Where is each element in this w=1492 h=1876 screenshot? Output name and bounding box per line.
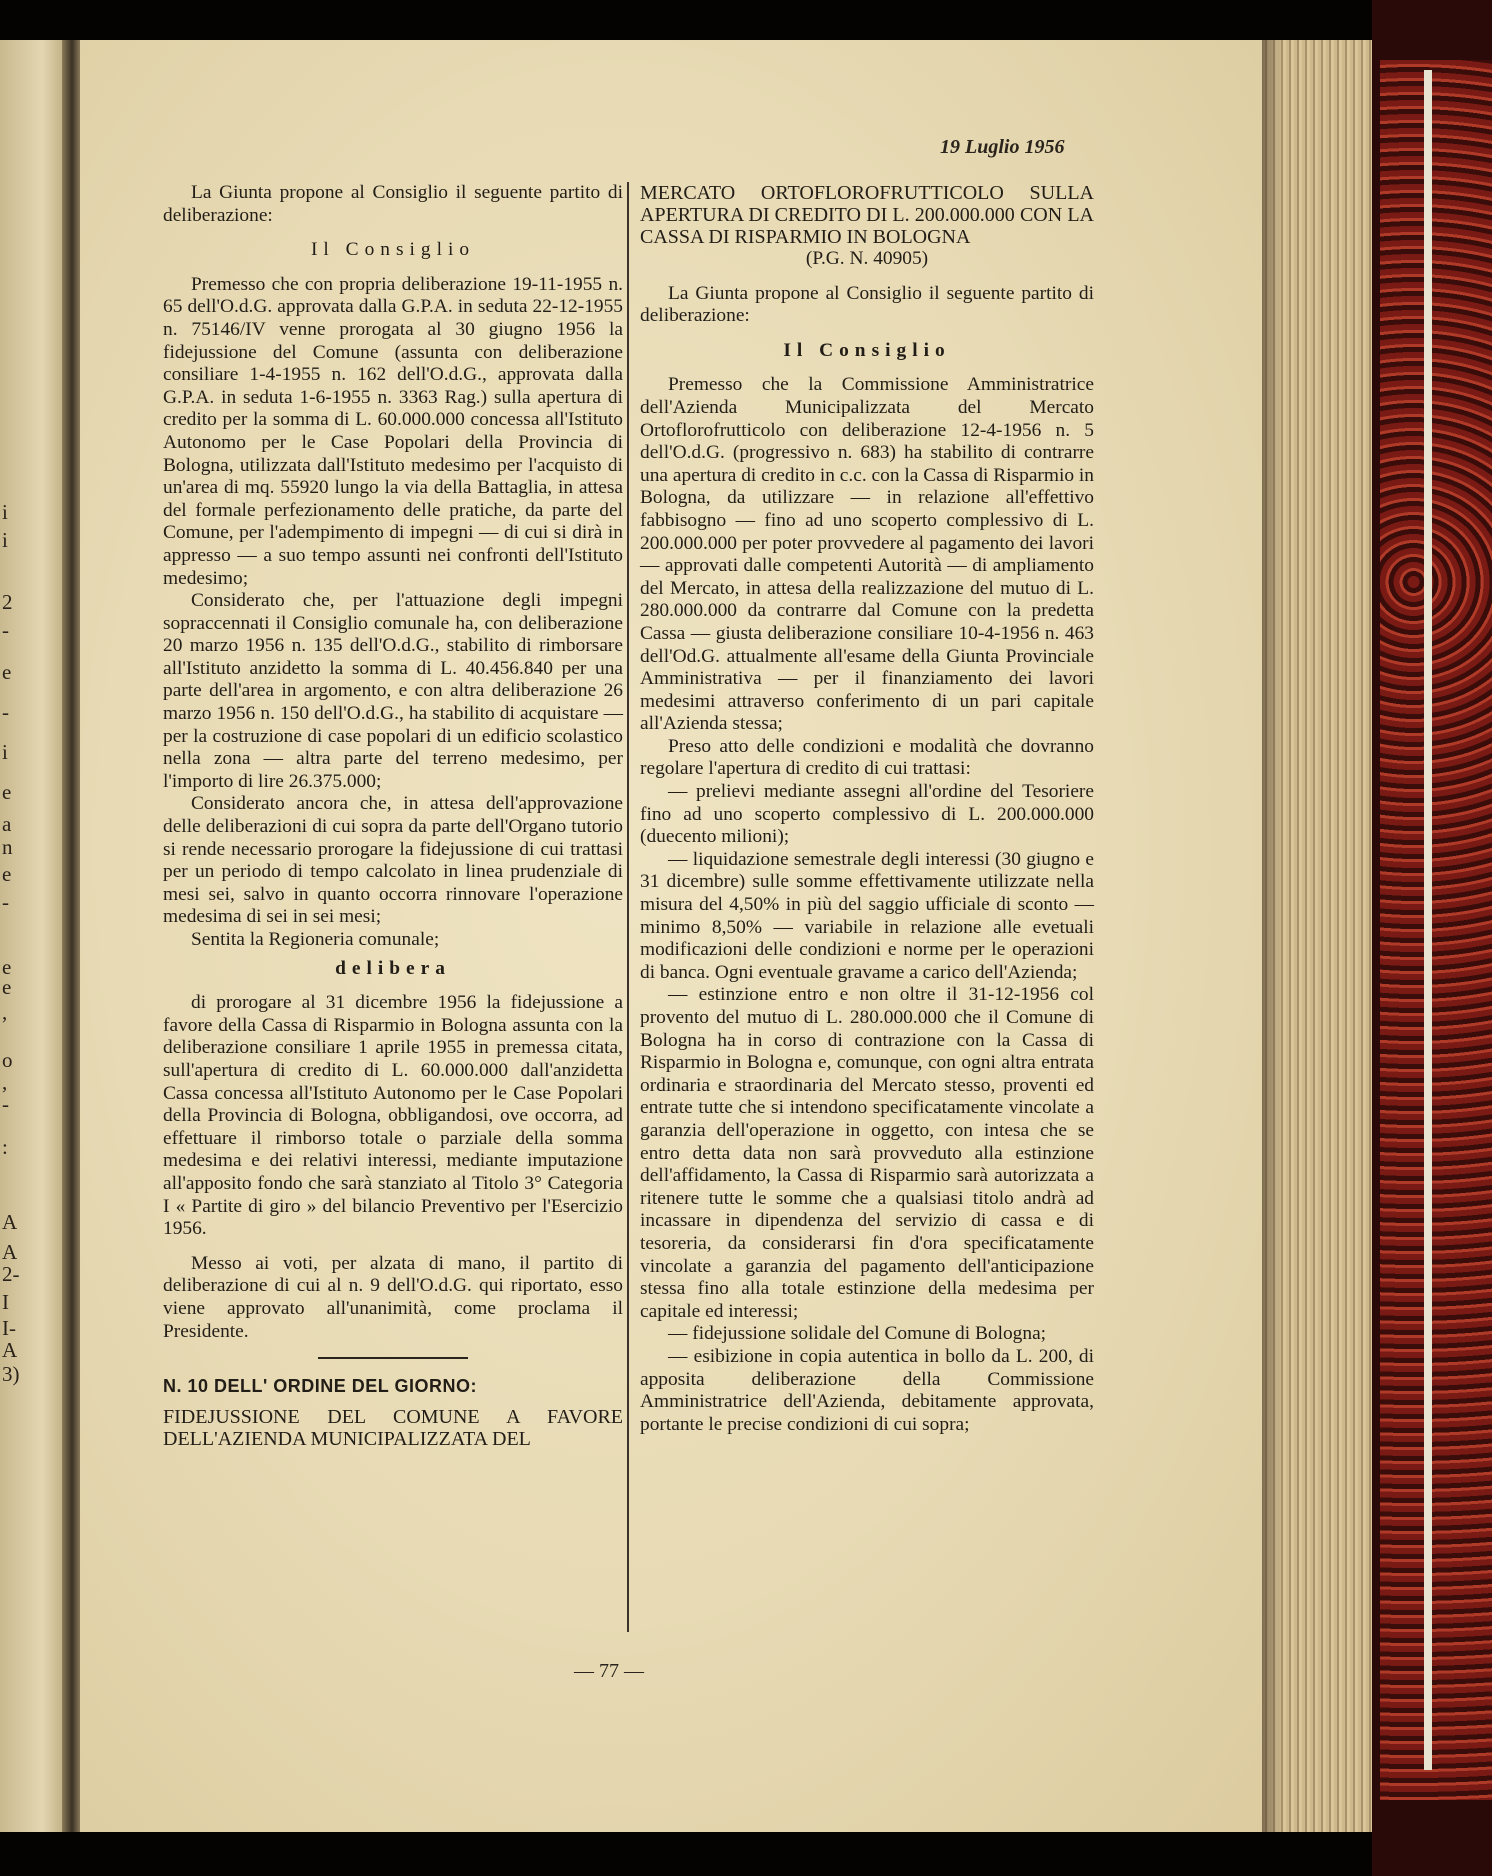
left-column xyxy=(163,182,623,1450)
edge-letter: i xyxy=(2,528,8,552)
consiglio-heading: Il Consiglio xyxy=(783,339,951,361)
paragraph: Preso atto delle condizioni e modalità che dovranno regolare l'apertura di credito di cui trattasi: xyxy=(640,735,1094,780)
edge-letter: 2- xyxy=(2,1262,20,1286)
proposal-text: La Giunta propone al Consiglio il seguente partito di deliberazione: xyxy=(163,182,623,226)
agenda-item-heading: N. 10 DELL' ORDINE DEL GIORNO: xyxy=(163,1376,477,1397)
list-item: — esibizione in copia autentica in bollo da L. 200, di apposita deliberazione della Commissione Amministratrice dell'Azienda, debitamente approvata, portante le precise condizioni di cui sopra; xyxy=(640,1345,1094,1435)
edge-letter: i xyxy=(2,500,8,524)
page-edge-shadow xyxy=(1262,40,1282,1832)
paragraph: Premesso che la Commissione Amministratrice dell'Azienda Municipalizzata del Mercato Ortoflorofrutticolo con deliberazione 12-4-1956 n. 5 dell'O.d.G. (progressivo n. 683) ha stabilito di contrarre una apertura di credito in c.c. con la Cassa di Risparmio in Bologna, da utilizzare — in relazione all'effettivo fabbisogno — fino ad uno scoperto complessivo di L. 200.000.000 per poter provvedere al pagamento dei lavori — approvati dalle competenti Autorità — di ampliamento del Mercato, in attesa della realizzazione del mutuo di L. 280.000.000 da contrarre dal Comune con la predetta Cassa — giusta deliberazione consiliare 10-4-1956 n. 463 dell'Od.G. attualmente all'esame della Giunta Provinciale Amministrativa — per il finanziamento dei lavori medesimi attraverso conferimento di un pari capitale all'Azienda stessa; xyxy=(640,374,1094,735)
list-item: — estinzione entro e non oltre il 31-12-1956 col provento del mutuo di L. 280.000.000 che il Comune di Bologna ha in corso di contrazione con la Cassa di Risparmio in Bologna e, comunque, con ogni altra entrata ordinaria e straordinaria del Mercato stesso, proventi ed entrate tutte che si intendono specificatamente vincolate a garanzia dell'operazione in oggetto, con intesa che se entro detta data non sarà provveduto alla estinzione dell'affidamento, la Cassa di Risparmio sarà autorizzata a ritenere tutte le somme che a qualsiasi titolo andrà ad incassare in dipendenza del servizio di cassa e di tesoreria, da considerarsi fin d'ora specificatamente vincolate a garanzia del pagamento dell'anticipazione stessa fino alla totale estinzione della medesima per capitale ed interessi; xyxy=(640,984,1094,1322)
edge-letter: - xyxy=(2,890,9,914)
edge-letter: I xyxy=(2,1290,9,1314)
proposal-text: La Giunta propone al Consiglio il seguente partito di deliberazione: xyxy=(640,282,1094,327)
edge-letter: o xyxy=(2,1048,13,1072)
edge-letter: e xyxy=(2,975,12,999)
page-header-date: 19 Luglio 1956 xyxy=(940,136,1065,158)
book-gutter xyxy=(62,40,82,1832)
edge-letter: e xyxy=(2,955,12,979)
paragraph: Sentita la Regioneria comunale; xyxy=(191,929,440,950)
edge-letter: A xyxy=(2,1240,18,1264)
edge-letter: - xyxy=(2,618,9,642)
edge-letter: 3) xyxy=(2,1362,20,1386)
list-item: — liquidazione semestrale degli interessi (30 giugno e 31 dicembre) sulle somme effettivamente utilizzate nella misura del 4,50% in più del saggio ufficiale di sconto — minimo 8,50% — variabile in relazione alle evetuali modificazioni delle condizioni e norme per le operazioni di banca. Ogni eventuale gravame a carico dell'Azienda; xyxy=(640,848,1094,983)
list-item: — fidejussione solidale del Comune di Bologna; xyxy=(668,1323,1047,1345)
paragraph: Considerato ancora che, in attesa dell'approvazione delle deliberazioni di cui sopra da parte dell'Organo tutorio si rende necessario prorogare la fidejussione di cui trattasi per un periodo di tempo calcolato in linea prudenziale di mesi sei, salvo in quanto occorra rinnovare l'operazione medesima di sei in sei mesi; xyxy=(163,793,623,928)
edge-letter: 2 xyxy=(2,590,13,614)
edge-letter: e xyxy=(2,862,12,886)
paragraph: Premesso che con propria deliberazione 19-11-1955 n. 65 dell'O.d.G. approvata dalla G.P.A. in seduta 22-12-1955 n. 75146/IV venne prorogata al 30 giugno 1956 la fidejussione del Comune (assunta con deliberazione consiliare 1-4-1955 n. 162 dell'O.d.G., approvata dalla G.P.A. in seduta 1-6-1955 n. 3363 Rag.) sulla apertura di credito per la somma di L. 60.000.000 concessa all'Istituto Autonomo per le Case Popolari della Provincia di Bologna, utilizzata dall'Istituto medesimo per l'acquisto di un'area di mq. 55920 lungo la via della Battaglia, in attesa del formale perfezionamento delle pratiche, da parte del Comune, per l'adempimento di impegni — di cui si dirà in appresso — a suo tempo assunti nei confronti dell'Istituto medesimo; xyxy=(163,273,623,589)
paragraph: Messo ai voti, per alzata di mano, il partito di deliberazione di cui al n. 9 dell'O.d.G. qui riportato, esso viene approvato all'unanimità, come proclama il Presidente. xyxy=(163,1252,623,1342)
column-divider xyxy=(627,182,629,1632)
edge-letter: e xyxy=(2,780,12,804)
edge-letter: e xyxy=(2,660,12,684)
edge-letter: n xyxy=(2,835,13,859)
paragraph: di prorogare al 31 dicembre 1956 la fidejussione a favore della Cassa di Risparmio in Bologna assunta con la deliberazione consiliare 1 aprile 1955 in premessa citata, sull'apertura di credito di L. 60.000.000 dall'anzidetta Cassa concessa all'Istituto Autonomo per le Case Popolari della Provincia di Bologna, obbligandosi, ove occorra, ad effettuare il rimborso totale o parziale della somma medesima e dei relativi interessi, mediante imputazione all'apposito fondo che sarà stanziato al Titolo 3° Categoria I « Partite di giro » del bilancio Preventivo per l'Esercizio 1956. xyxy=(163,992,623,1240)
previous-page-edge xyxy=(0,40,70,1832)
cover-inner-strip xyxy=(1424,70,1432,1770)
edge-letter: , xyxy=(2,1070,8,1094)
edge-letter: A xyxy=(2,1210,18,1234)
edge-letter: A xyxy=(2,1338,18,1362)
list-item: — prelievi mediante assegni all'ordine del Tesoriere fino ad uno scoperto complessivo di L. 200.000.000 (duecento milioni); xyxy=(640,781,1094,848)
edge-letter: I- xyxy=(2,1316,16,1340)
edge-letter: i xyxy=(2,740,8,764)
edge-letter: - xyxy=(2,700,9,724)
edge-letter: a xyxy=(2,812,12,836)
previous-page-letters xyxy=(0,40,70,1832)
section-divider xyxy=(318,1357,468,1359)
page-number: — 77 — xyxy=(574,1660,644,1682)
right-column xyxy=(640,182,1094,1436)
edge-letter: - xyxy=(2,1092,9,1116)
consiglio-heading: Il Consiglio xyxy=(310,239,476,261)
agenda-item-title: FIDEJUSSIONE DEL COMUNE A FAVORE DELL'AZIENDA MUNICIPALIZZATA DEL xyxy=(163,1405,623,1450)
delibera-heading: delibera xyxy=(335,957,451,979)
agenda-item-title-continued: MERCATO ORTOFLOROFRUTTICOLO SULLA APERTURA DI CREDITO DI L. 200.000.000 CON LA CASSA DI RISPARMIO IN BOLOGNA xyxy=(640,182,1094,248)
agenda-item-reference: (P.G. N. 40905) xyxy=(805,248,929,269)
paragraph: Considerato che, per l'attuazione degli impegni sopraccennati il Consiglio comunale ha, con deliberazione 20 marzo 1956 n. 135 dell'O.d.G., stabilito di rimborsare all'Istituto anzidetto la somma di L. 40.456.840 per una parte dell'area in argomento, e con altra deliberazione 26 marzo 1956 n. 150 dell'O.d.G., ha stabilito di acquistare — per la costruzione di case popolari di un edificio scolastico nella zona — altra parte del terreno medesimo, per l'importo di lire 26.375.000; xyxy=(163,590,623,792)
marbled-cover xyxy=(1380,60,1492,1800)
edge-letter: , xyxy=(2,1000,8,1024)
edge-letter: : xyxy=(2,1135,8,1159)
